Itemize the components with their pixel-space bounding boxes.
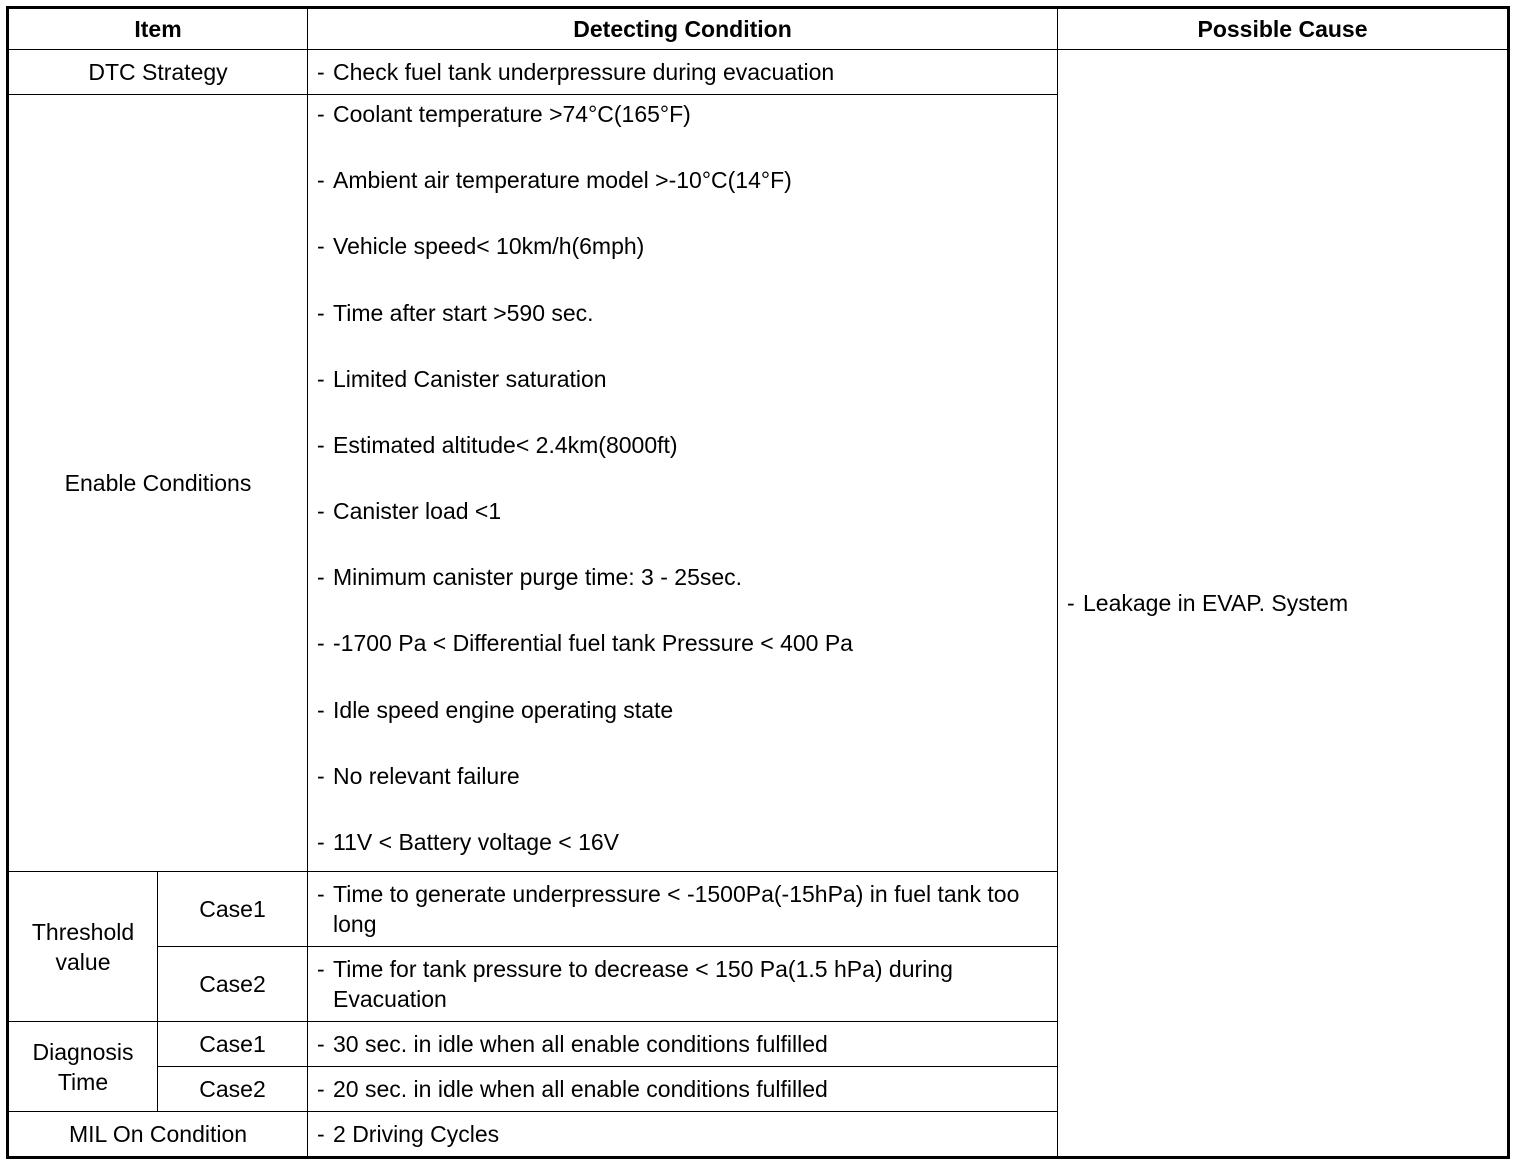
list-item (317, 695, 1047, 725)
threshold-case1-label: Case1 (158, 872, 308, 947)
enable-item-text: -1700 Pa < Differential fuel tank Pressure < 400 Pa (333, 630, 853, 657)
dash: - (317, 365, 325, 392)
diagnosis-case1-text: 30 sec. in idle when all enable conditions fulfilled (333, 1031, 828, 1057)
threshold-case1-text: Time to generate underpressure < -1500Pa(-15hPa) in fuel tank too long (333, 881, 1020, 937)
enable-item-text: Estimated altitude< 2.4km(8000ft) (333, 431, 678, 458)
list-item (317, 231, 1047, 261)
mil-on-condition-label: MIL On Condition (8, 1112, 308, 1158)
dash: - (317, 762, 325, 789)
enable-conditions-list (317, 95, 1047, 861)
list-item (317, 99, 1047, 129)
dash: - (317, 630, 325, 657)
diagnosis-case1-cell (308, 1022, 1058, 1067)
dash: - (317, 1121, 325, 1147)
list-item (317, 165, 1047, 195)
threshold-case2-label: Case2 (158, 947, 308, 1022)
dash: - (317, 299, 325, 326)
threshold-label: Threshold value (8, 872, 158, 1022)
dash: - (317, 696, 325, 723)
diagnosis-case2-text: 20 sec. in idle when all enable conditions fulfilled (333, 1076, 828, 1102)
list-item (317, 364, 1047, 394)
dash: - (1067, 590, 1075, 616)
possible-cause-cell (1058, 50, 1509, 1158)
possible-cause-text: Leakage in EVAP. System (1083, 590, 1349, 616)
enable-item-text: 11V < Battery voltage < 16V (333, 828, 619, 855)
dtc-strategy-text: Check fuel tank underpressure during evacuation (333, 59, 835, 85)
header-row (8, 8, 1509, 50)
header-item: Item (8, 8, 308, 50)
dtc-table (6, 6, 1510, 1159)
list-item (317, 827, 1047, 857)
list-item (317, 430, 1047, 460)
enable-item-text: Limited Canister saturation (333, 365, 607, 392)
dash: - (317, 881, 325, 907)
threshold-case1-cell (308, 872, 1058, 947)
enable-item-text: Canister load <1 (333, 498, 502, 525)
header-detecting-condition: Detecting Condition (308, 8, 1058, 50)
diagnosis-case2-label: Case2 (158, 1067, 308, 1112)
enable-conditions-cell (308, 95, 1058, 872)
list-item (317, 298, 1047, 328)
row-dtc-strategy (8, 50, 1509, 95)
enable-item-text: No relevant failure (333, 762, 520, 789)
mil-on-condition-text: 2 Driving Cycles (333, 1121, 500, 1147)
enable-item-text: Idle speed engine operating state (333, 696, 674, 723)
enable-item-text: Time after start >590 sec. (333, 299, 594, 326)
diagnosis-time-label: Diagnosis Time (8, 1022, 158, 1112)
enable-conditions-label: Enable Conditions (8, 95, 308, 872)
dash: - (317, 59, 325, 85)
enable-item-text: Vehicle speed< 10km/h(6mph) (333, 233, 645, 260)
dash: - (317, 828, 325, 855)
list-item (317, 761, 1047, 791)
diagnosis-case2-cell (308, 1067, 1058, 1112)
dash: - (317, 431, 325, 458)
list-item (317, 496, 1047, 526)
enable-item-text: Minimum canister purge time: 3 - 25sec. (333, 564, 743, 591)
list-item (317, 562, 1047, 592)
dash: - (317, 101, 325, 127)
dash: - (317, 1031, 325, 1057)
diagnosis-case1-label: Case1 (158, 1022, 308, 1067)
list-item (317, 628, 1047, 658)
dash: - (317, 1076, 325, 1102)
mil-on-condition-cell (308, 1112, 1058, 1158)
enable-item-text: Ambient air temperature model >-10°C(14°F) (333, 167, 792, 194)
dtc-strategy-label: DTC Strategy (8, 50, 308, 95)
dash: - (317, 233, 325, 260)
dash: - (317, 167, 325, 194)
dtc-strategy-value (308, 50, 1058, 95)
dash: - (317, 956, 325, 982)
header-possible-cause: Possible Cause (1058, 8, 1509, 50)
threshold-case2-cell (308, 947, 1058, 1022)
dash: - (317, 564, 325, 591)
threshold-case2-text: Time for tank pressure to decrease < 150 Pa(1.5 hPa) during Evacuation (333, 956, 953, 1012)
enable-item-text: Coolant temperature >74°C(165°F) (333, 101, 691, 127)
dash: - (317, 498, 325, 525)
